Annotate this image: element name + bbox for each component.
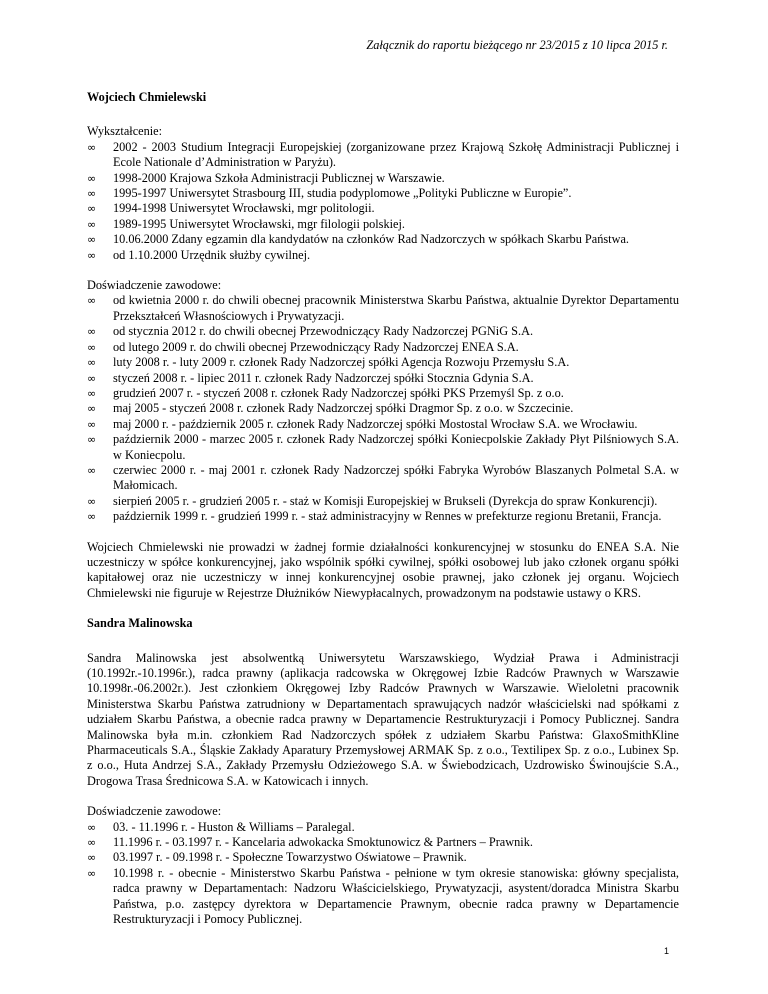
bullet-icon: ∞ — [87, 340, 97, 354]
list-item — [87, 171, 679, 186]
page-header: Załącznik do raportu bieżącego nr 23/2015 z 10 lipca 2015 r. — [366, 38, 668, 52]
list-item — [87, 201, 679, 216]
bullet-icon: ∞ — [87, 463, 97, 477]
list-item — [87, 186, 679, 201]
list-item — [87, 401, 679, 416]
bullet-icon: ∞ — [87, 836, 97, 850]
list-item-text: 03. - 11.1996 r. - Huston & Williams – Paralegal. — [113, 819, 355, 834]
person2-experience-title: Doświadczenie zawodowe: — [87, 804, 222, 819]
list-item — [87, 248, 679, 263]
bullet-icon: ∞ — [87, 248, 97, 262]
bullet-icon: ∞ — [87, 433, 97, 447]
bullet-icon: ∞ — [87, 851, 97, 865]
list-item — [87, 340, 679, 355]
list-item-text: maj 2000 r. - październik 2005 r. członek Rady Nadzorczej spółki Mostostal Wrocław S.A. we Wrocławiu. — [113, 416, 638, 431]
person1-education-title: Wykształcenie: — [87, 124, 163, 139]
person1-experience-list — [87, 293, 679, 524]
list-item-text: 10.1998 r. - obecnie - Ministerstwo Skarbu Państwa - pełnione w tym okresie stanowiska: główny specjalista, radca prawny w Departamentach: Nadzoru Właścicielskiego, Prywatyzacji, asystent/doradca Ministra Skarbu Państwa, p.o. zastępcy dyrektora w Departamencie Prawnym, obecnie radca prawny w Departamencie Restrukturyzacji i Pomocy Publicznej. — [113, 865, 679, 927]
person1-experience-title: Doświadczenie zawodowe: — [87, 278, 222, 293]
list-item-text: 1995-1997 Uniwersytet Strasbourg III, studia podyplomowe „Polityki Publiczne w Europie”. — [113, 186, 572, 201]
person1-statement: Wojciech Chmielewski nie prowadzi w żadnej formie działalności konkurencyjnej w stosunku do ENEA S.A. Nie uczestniczy w spółce konkurencyjnej, jako wspólnik spółki cywilnej, spółki osobowej lub jako członek organu spółki kapitałowej oraz nie uczestniczy w innej konkurencyjnej osobie prawnej, jako członek jej organu. Wojciech Chmielewski nie figuruje w Rejestrze Dłużników Niewypłacalnych, prowadzonym na podstawie ustawy o KRS. — [87, 539, 679, 600]
person1-name: Wojciech Chmielewski — [87, 90, 207, 104]
list-item-text: od lutego 2009 r. do chwili obecnej Przewodniczący Rady Nadzorczej ENEA S.A. — [113, 339, 519, 354]
bullet-icon: ∞ — [87, 140, 97, 154]
list-item — [87, 866, 679, 928]
list-item-text: sierpień 2005 r. - grudzień 2005 r. - staż w Komisji Europejskiej w Brukseli (Dyrekcja do spraw Konkurencji). — [113, 493, 658, 508]
list-item — [87, 355, 679, 370]
bullet-icon: ∞ — [87, 402, 97, 416]
list-item — [87, 820, 679, 835]
page-number: 1 — [663, 946, 669, 956]
list-item-text: od 1.10.2000 Urzędnik służby cywilnej. — [113, 247, 311, 262]
list-item — [87, 324, 679, 339]
list-item-text: 1994-1998 Uniwersytet Wrocławski, mgr politologii. — [113, 201, 375, 216]
list-item — [87, 509, 679, 524]
list-item-text: październik 1999 r. - grudzień 1999 r. - staż administracyjny w Rennes w prefekturze regionu Bretanii, Francja. — [113, 509, 662, 524]
list-item — [87, 293, 679, 324]
bullet-icon: ∞ — [87, 371, 97, 385]
person2-bio: Sandra Malinowska jest absolwentką Uniwersytetu Warszawskiego, Wydział Prawa i Administracji (10.1992r.-10.1996r.), radca prawny (aplikacja radcowska w Okręgowej Izbie Radców Prawnych w Warszawie 10.1998r.-06.2002r.). Jest członkiem Okręgowej Izby Radców Prawnych w Warszawie. Wieloletni pracownik Ministerstwa Skarbu Państwa zatrudniony w Departamentach sprawujących nadzór właścicielski nad spółkami z udziałem Skarbu Państwa, a obecnie radca prawny w Departamencie Restrukturyzacji i Pomocy Publicznej. Sandra Malinowska była m.in. członkiem Rad Nadzorczych spółek z udziałem Skarbu Państwa: GlaxoSmithKline Pharmaceuticals S.A., Śląskie Zakłady Aparatury Przemysłowej ARMAK Sp. z o.o., Textilipex Sp. z o.o., Lubinex Sp. z o.o., Huta Andrzej S.A., Zakłady Przemysłu Odzieżowego S.A. w Świebodzicach, Uzdrowisko Świnoujście S.A., Drogowa Trasa Średnicowa S.A. w Katowicach i innych. — [87, 650, 679, 788]
list-item — [87, 463, 679, 494]
person2-experience-list — [87, 820, 679, 928]
list-item-text: czerwiec 2000 r. - maj 2001 r. członek Rady Nadzorczej spółki Fabryka Wyrobów Blaszanych Polmetal S.A. w Małomicach. — [113, 462, 679, 493]
document-body — [87, 90, 679, 943]
bullet-icon: ∞ — [87, 386, 97, 400]
list-item-text: grudzień 2007 r. - styczeń 2008 r. członek Rady Nadzorczej spółki PKS Przemyśl Sp. z o.o. — [113, 385, 564, 400]
list-item-text: luty 2008 r. - luty 2009 r. członek Rady Nadzorczej spółki Agencja Rozwoju Przemysłu S.A. — [113, 355, 570, 370]
list-item-text: 11.1996 r. - 03.1997 r. - Kancelaria adwokacka Smoktunowicz & Partners – Prawnik. — [113, 835, 533, 850]
list-item-text: październik 2000 - marzec 2005 r. członek Rady Nadzorczej spółki Koniecpolskie Zakłady Płyt Pilśniowych S.A. w Koniecpolu. — [113, 432, 679, 462]
list-item — [87, 417, 679, 432]
list-item — [87, 140, 679, 171]
list-item-text: 1998-2000 Krajowa Szkoła Administracji Publicznej w Warszawie. — [113, 170, 445, 185]
list-item-text: 03.1997 r. - 09.1998 r. - Społeczne Towarzystwo Oświatowe – Prawnik. — [113, 850, 467, 865]
list-item — [87, 835, 679, 850]
person2-name: Sandra Malinowska — [87, 616, 193, 631]
list-item-text: 2002 - 2003 Studium Integracji Europejskiej (zorganizowane przez Krajową Szkołę Administracji Publicznej i Ecole Nationale d’Administration w Paryżu). — [113, 139, 679, 170]
list-item-text: 1989-1995 Uniwersytet Wrocławski, mgr filologii polskiej. — [113, 216, 405, 231]
list-item-text: 10.06.2000 Zdany egzamin dla kandydatów na członków Rad Nadzorczych w spółkach Skarbu Państwa. — [113, 232, 629, 247]
bullet-icon: ∞ — [87, 510, 97, 524]
bullet-icon: ∞ — [87, 187, 97, 201]
list-item — [87, 850, 679, 865]
bullet-icon: ∞ — [87, 494, 97, 508]
list-item-text: od stycznia 2012 r. do chwili obecnej Przewodniczący Rady Nadzorczej PGNiG S.A. — [113, 324, 534, 339]
list-item — [87, 371, 679, 386]
bullet-icon: ∞ — [87, 217, 97, 231]
bullet-icon: ∞ — [87, 171, 97, 185]
bullet-icon: ∞ — [87, 820, 97, 834]
bullet-icon: ∞ — [87, 417, 97, 431]
list-item-text: maj 2005 - styczeń 2008 r. członek Rady Nadzorczej spółki Dragmor Sp. z o.o. w Szczecinie. — [113, 401, 574, 416]
list-item — [87, 386, 679, 401]
bullet-icon: ∞ — [87, 866, 97, 880]
list-item — [87, 494, 679, 509]
list-item — [87, 232, 679, 247]
bullet-icon: ∞ — [87, 294, 97, 308]
bullet-icon: ∞ — [87, 202, 97, 216]
bullet-icon: ∞ — [87, 356, 97, 370]
list-item-text: od kwietnia 2000 r. do chwili obecnej pracownik Ministerstwa Skarbu Państwa, aktualnie Dyrektor Departamentu Przekształceń Własnościowych i Prywatyzacji. — [113, 293, 679, 323]
person1-education-list — [87, 140, 679, 263]
bullet-icon: ∞ — [87, 325, 97, 339]
list-item-text: styczeń 2008 r. - lipiec 2011 r. członek Rady Nadzorczej spółki Stocznia Gdynia S.A. — [113, 370, 534, 385]
bullet-icon: ∞ — [87, 233, 97, 247]
list-item — [87, 217, 679, 232]
list-item — [87, 432, 679, 463]
